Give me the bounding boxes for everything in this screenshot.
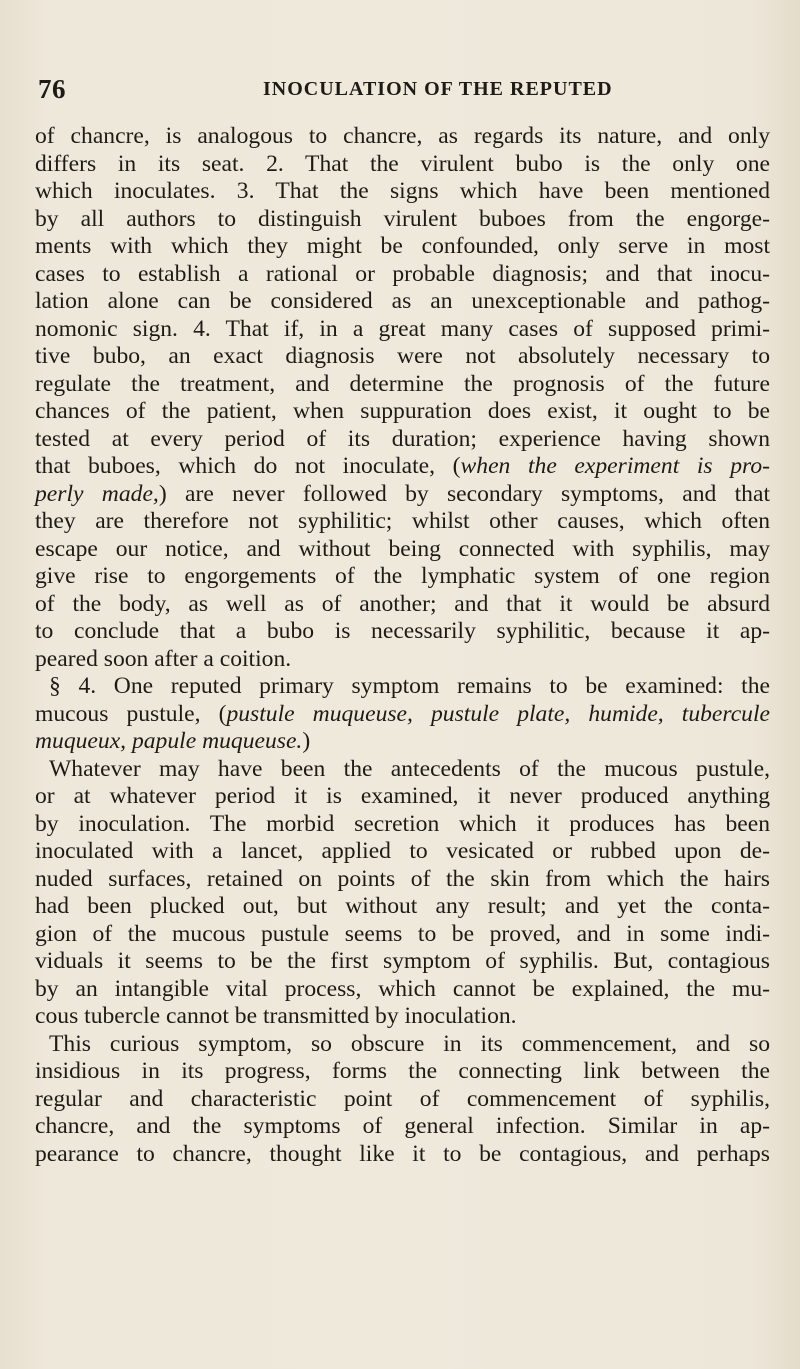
text-line: which inoculates. 3. That the signs which have been mentioned — [35, 178, 770, 204]
text-line: nomonic sign. 4. That if, in a great many cases of supposed primi- — [35, 315, 770, 342]
text-line: of chancre, is analogous to chancre, as regards its nature, and only — [35, 123, 770, 149]
text-run: that buboes, which do not inoculate, ( — [35, 453, 461, 479]
text-line: regular and characteristic point of commencement of syphilis, — [35, 1085, 770, 1112]
text-line: give rise to engorgements of the lymphatic system of one region — [35, 563, 770, 589]
text-line: gion of the mucous pustule seems to be proved, and in some indi- — [35, 920, 770, 947]
text-line: tive bubo, an exact diagnosis were not absolutely necessary to — [35, 343, 770, 369]
italic-text-run: when the experiment is pro- — [460, 453, 771, 479]
text-line — [35, 453, 770, 481]
text-line: to conclude that a bubo is necessarily syphilitic, because it ap- — [35, 618, 770, 644]
running-head: INOCULATION OF THE REPUTED — [263, 78, 613, 100]
text-line — [35, 728, 770, 756]
text-line: ments with which they might be confounded, only serve in most — [35, 233, 770, 259]
text-line: inoculated with a lancet, applied to vesicated or rubbed upon de- — [35, 838, 770, 864]
text-line: insidious in its progress, forms the connecting link between the — [35, 1058, 770, 1084]
text-line: cases to establish a rational or probable diagnosis; and that inocu- — [35, 260, 770, 287]
text-line — [35, 481, 770, 509]
text-line: This curious symptom, so obscure in its commencement, and so — [49, 1030, 770, 1057]
text-line: by an intangible vital process, which cannot be explained, the mu- — [35, 975, 770, 1002]
text-line: chancre, and the symptoms of general infection. Similar in ap- — [35, 1113, 770, 1139]
text-run: ) are never followed by secondary symptoms, and that — [158, 480, 771, 507]
page-header — [38, 74, 768, 114]
text-line: pearance to chancre, thought like it to be contagious, and perhaps — [35, 1140, 770, 1167]
italic-text-run: pustule muqueuse, pustule plate, humide, tubercule — [226, 700, 770, 727]
text-line: peared soon after a coition. — [35, 645, 292, 672]
text-line: by all authors to distinguish virulent buboes from the engorge- — [35, 205, 770, 232]
page-number: 76 — [38, 74, 66, 104]
text-line: escape our notice, and without being connected with syphilis, may — [35, 535, 770, 562]
body-text — [35, 123, 770, 1168]
text-line: cous tubercle cannot be transmitted by inoculation. — [35, 1003, 517, 1029]
text-line — [35, 701, 770, 729]
text-line: § 4. One reputed primary symptom remains to be examined: the — [49, 673, 770, 699]
text-line: differs in its seat. 2. That the virulent bubo is the only one — [35, 150, 770, 177]
text-line: by inoculation. The morbid secretion which it produces has been — [35, 810, 770, 837]
text-line: they are therefore not syphilitic; whilst other causes, which often — [35, 508, 770, 534]
italic-text-run: perly made, — [35, 480, 159, 507]
text-line: had been plucked out, but without any result; and yet the conta- — [35, 893, 770, 919]
text-run: ) — [302, 728, 311, 754]
text-line: lation alone can be considered as an unexceptionable and pathog- — [35, 288, 770, 314]
text-line: regulate the treatment, and determine the prognosis of the future — [35, 370, 770, 397]
text-line: tested at every period of its duration; experience having shown — [35, 425, 770, 452]
text-run: mucous pustule, ( — [35, 700, 227, 727]
text-line: of the body, as well as of another; and that it would be absurd — [35, 590, 770, 617]
text-line: or at whatever period it is examined, it never produced anything — [35, 783, 770, 809]
text-line: viduals it seems to be the first symptom of syphilis. But, contagious — [35, 948, 770, 974]
italic-text-run: muqueux, papule muqueuse. — [35, 728, 303, 754]
text-line: nuded surfaces, retained on points of the skin from which the hairs — [35, 865, 770, 892]
text-line: chances of the patient, when suppuration does exist, it ought to be — [35, 398, 770, 424]
text-line: Whatever may have been the antecedents of the mucous pustule, — [49, 755, 770, 782]
